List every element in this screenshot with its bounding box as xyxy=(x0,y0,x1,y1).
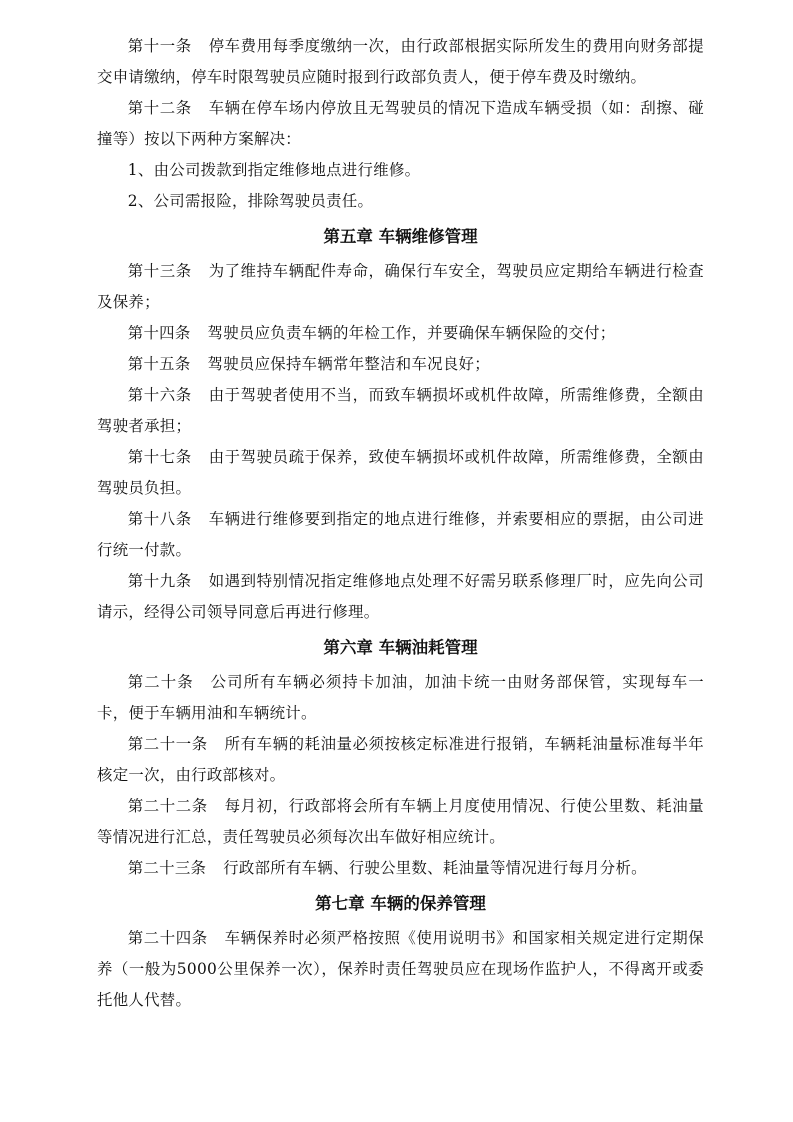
article-text: 2、公司需报险，排除驾驶员责任。 xyxy=(127,192,374,210)
list-item xyxy=(97,186,704,217)
article-text: 1、由公司拨款到指定维修地点进行维修。 xyxy=(127,161,421,179)
article-text: 为了维持车辆配件寿命，确保行车安全，驾驶员应定期给车辆进行检查及保养； xyxy=(97,262,704,311)
article-paragraph xyxy=(97,504,704,566)
article-text: 行政部所有车辆、行驶公里数、耗油量等情况进行每月分析。 xyxy=(223,859,647,877)
article-number: 第二十三条 xyxy=(127,859,207,877)
article-text: 如遇到特别情况指定维修地点处理不好需另联系修理厂时，应先向公司请示，经得公司领导同意后再进行修理。 xyxy=(97,572,704,621)
article-paragraph xyxy=(97,791,704,853)
article-paragraph xyxy=(97,729,704,791)
article-paragraph xyxy=(97,318,704,349)
article-number: 第十四条 xyxy=(127,324,191,342)
article-number: 第二十条 xyxy=(127,673,194,691)
article-paragraph xyxy=(97,923,704,1016)
list-item xyxy=(97,155,704,186)
article-text: 由于驾驶者使用不当，而致车辆损坏或机件故障，所需维修费，全额由驾驶者承担； xyxy=(97,386,704,435)
article-number: 第十六条 xyxy=(127,386,192,404)
chapter-heading: 第五章 车辆维修管理 xyxy=(323,227,478,246)
article-text: 驾驶员应保持车辆常年整洁和车况良好； xyxy=(207,355,490,373)
article-paragraph xyxy=(97,380,704,442)
article-text: 公司所有车辆必须持卡加油，加油卡统一由财务部保管，实现每车一卡，便于车辆用油和车辆统计。 xyxy=(97,673,704,722)
article-paragraph xyxy=(97,256,704,318)
article-paragraph xyxy=(97,93,704,155)
article-text: 车辆保养时必须严格按照《使用说明书》和国家相关规定进行定期保养（一般为5000公里保养一次），保养时责任驾驶员应在现场作监护人，不得离开或委托他人代替。 xyxy=(97,929,704,1009)
article-number: 第十一条 xyxy=(127,37,192,55)
article-number: 第二十二条 xyxy=(127,797,208,815)
article-text: 车辆进行维修要到指定的地点进行维修，并索要相应的票据，由公司进行统一付款。 xyxy=(97,510,704,559)
article-number: 第十五条 xyxy=(127,355,191,373)
article-number: 第十三条 xyxy=(127,262,192,280)
article-number: 第二十四条 xyxy=(127,929,208,947)
article-text: 车辆在停车场内停放且无驾驶员的情况下造成车辆受损（如：刮擦、碰撞等）按以下两种方案解决： xyxy=(97,99,704,148)
chapter-heading: 第七章 车辆的保养管理 xyxy=(315,894,486,913)
article-paragraph xyxy=(97,667,704,729)
article-paragraph xyxy=(97,31,704,93)
document-page xyxy=(97,31,704,1016)
article-number: 第二十一条 xyxy=(127,735,208,753)
chapter-heading: 第六章 车辆油耗管理 xyxy=(323,638,478,657)
article-paragraph xyxy=(97,442,704,504)
article-number: 第十七条 xyxy=(127,448,192,466)
article-text: 驾驶员应负责车辆的年检工作，并要确保车辆保险的交付； xyxy=(207,324,616,342)
article-text: 由于驾驶员疏于保养，致使车辆损坏或机件故障，所需维修费，全额由驾驶员负担。 xyxy=(97,448,704,497)
article-paragraph xyxy=(97,853,704,884)
article-text: 所有车辆的耗油量必须按核定标准进行报销，车辆耗油量标准每半年核定一次，由行政部核对。 xyxy=(97,735,704,784)
article-paragraph xyxy=(97,349,704,380)
article-number: 第十二条 xyxy=(127,99,192,117)
article-text: 每月初，行政部将会所有车辆上月度使用情况、行使公里数、耗油量等情况进行汇总，责任驾驶员必须每次出车做好相应统计。 xyxy=(97,797,704,846)
article-text: 停车费用每季度缴纳一次，由行政部根据实际所发生的费用向财务部提交申请缴纳，停车时限驾驶员应随时报到行政部负责人，便于停车费及时缴纳。 xyxy=(97,37,704,86)
article-paragraph xyxy=(97,566,704,628)
article-number: 第十八条 xyxy=(127,510,192,528)
article-number: 第十九条 xyxy=(127,572,192,590)
